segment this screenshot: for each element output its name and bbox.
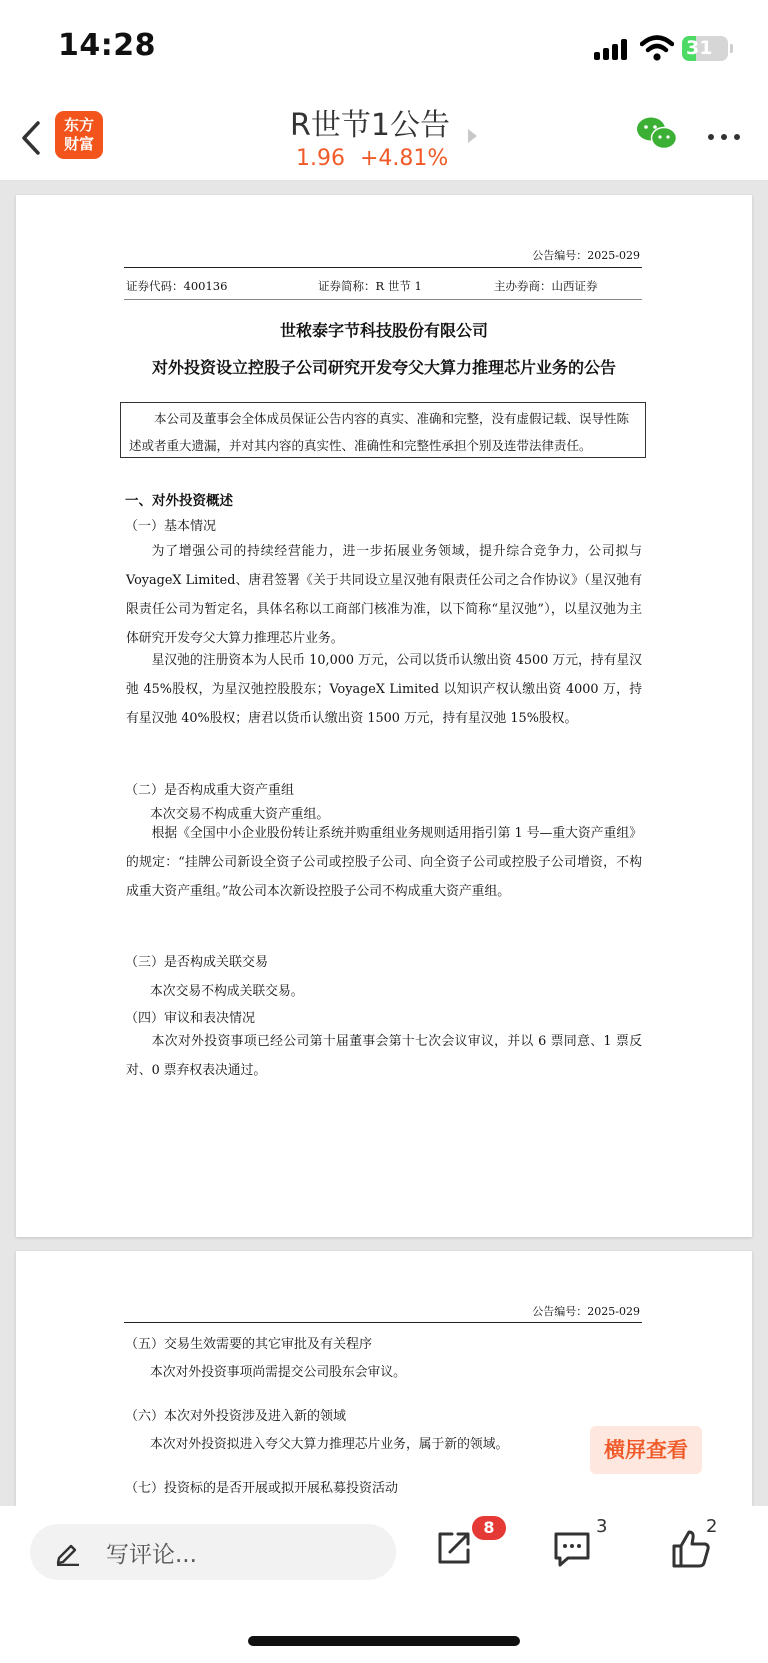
page-title: R世节1公告 bbox=[290, 108, 450, 143]
sponsor: 主办券商：山西证券 bbox=[494, 279, 598, 293]
wechat-icon[interactable] bbox=[636, 116, 678, 152]
securities-abbr: 证券简称：R 世节 1 bbox=[318, 279, 422, 293]
logo-line2: 财富 bbox=[63, 135, 94, 153]
share-badge: 8 bbox=[472, 1516, 506, 1540]
more-icon[interactable] bbox=[708, 134, 744, 142]
disclaimer-box: 本公司及董事会全体成员保证公告内容的真实、准确和完整，没有虚假记载、误导性陈述或者重大遗漏，并对其内容的真实性、准确性和完整性承担个别及连带法律责任。 bbox=[120, 402, 646, 458]
status-bar bbox=[0, 0, 768, 96]
section-heading-1: 一、对外投资概述 bbox=[125, 493, 233, 509]
status-time: 14:28 bbox=[58, 28, 156, 63]
comment-icon[interactable] bbox=[552, 1530, 592, 1568]
logo-line1: 东方 bbox=[63, 116, 94, 134]
subsection-private-equity: （七）投资标的是否开展或拟开展私募投资活动 bbox=[125, 1481, 399, 1496]
header-rule-page2 bbox=[124, 1322, 642, 1323]
paragraph-rules: 根据《全国中小企业股份转让系统并购重组业务规则适用指引第 1 号—重大资产重组》的规定：“挂牌公司新设全资子公司或控股子公司、向全资子公司或控股子公司增资，不构成重大资产重组。”故公司本次新设控股子公司不构成重大资产重组。 bbox=[126, 826, 642, 899]
header-rule bbox=[124, 267, 642, 268]
securities-code: 证券代码：400136 bbox=[126, 279, 228, 293]
announcement-title: 对外投资设立控股子公司研究开发夸父大算力推理芯片业务的公告 bbox=[151, 358, 616, 377]
nav-bar bbox=[0, 96, 768, 181]
stock-change: +4.81% bbox=[360, 146, 449, 171]
line-approval: 本次对外投资事项尚需提交公司股东会审议。 bbox=[150, 1365, 406, 1380]
battery-tip bbox=[730, 44, 733, 53]
signal-icon bbox=[594, 38, 630, 60]
app-logo[interactable] bbox=[55, 111, 103, 159]
pencil-icon bbox=[54, 1538, 82, 1566]
comment-count: 3 bbox=[596, 1516, 608, 1537]
line-not-related: 本次交易不构成关联交易。 bbox=[150, 984, 304, 999]
paragraph-basic-info: 为了增强公司的持续经营能力，进一步拓展业务领域，提升综合竞争力，公司拟与 VoyageX Limited、唐君签署《关于共同设立星汉弛有限责任公司之合作协议》（星汉弛有限责任公司为暂定名，具体名称以工商部门核准为准，以下简称“星汉弛”），以星汉弛为主体研究开发夸父大算力推理芯片业务。 bbox=[126, 544, 642, 646]
battery-level: 31 bbox=[686, 37, 713, 59]
announcement-number-page2: 公告编号：2025-029 bbox=[532, 1305, 640, 1318]
subsection-asset-restructuring: （二）是否构成重大资产重组 bbox=[125, 783, 295, 798]
subsection-approval: （五）交易生效需要的其它审批及有关程序 bbox=[125, 1337, 373, 1352]
document-viewer[interactable] bbox=[0, 181, 768, 1506]
play-icon[interactable] bbox=[468, 129, 477, 143]
line-new-field: 本次对外投资拟进入夸父大算力推理芯片业务，属于新的领域。 bbox=[150, 1437, 509, 1452]
battery-icon bbox=[682, 36, 728, 61]
subsection-basic-info: （一）基本情况 bbox=[125, 519, 217, 534]
line-not-restructuring: 本次交易不构成重大资产重组。 bbox=[150, 807, 330, 822]
info-rule bbox=[124, 299, 642, 300]
comment-placeholder: 写评论... bbox=[106, 1542, 197, 1568]
document-page-1 bbox=[16, 195, 752, 1237]
share-icon[interactable] bbox=[434, 1528, 474, 1568]
subsection-review: （四）审议和表决情况 bbox=[125, 1011, 256, 1026]
announcement-number: 公告编号：2025-029 bbox=[532, 249, 640, 262]
subsection-related-transaction: （三）是否构成关联交易 bbox=[125, 955, 269, 970]
landscape-view-button[interactable]: 横屏查看 bbox=[590, 1426, 702, 1474]
like-count: 2 bbox=[706, 1516, 718, 1537]
home-indicator[interactable] bbox=[248, 1636, 520, 1646]
bottom-bar bbox=[0, 1506, 768, 1663]
stock-price: 1.96 bbox=[296, 146, 345, 171]
back-icon[interactable] bbox=[16, 118, 46, 158]
paragraph-vote: 本次对外投资事项已经公司第十届董事会第十七次会议审议，并以 6 票同意、1 票反对、0 票弃权表决通过。 bbox=[126, 1034, 642, 1078]
company-name: 世秾泰字节科技股份有限公司 bbox=[279, 321, 488, 340]
wifi-icon bbox=[640, 34, 674, 62]
subsection-new-field: （六）本次对外投资涉及进入新的领域 bbox=[125, 1409, 347, 1424]
paragraph-capital: 星汉弛的注册资本为人民币 10,000 万元，公司以货币认缴出资 4500 万元，持有星汉弛 45%股权，为星汉弛控股股东；VoyageX Limited 以知识产权认缴出资 4000 万，持有星汉弛 40%股权；唐君以货币认缴出资 1500 万元，持有星汉弛 15%股权。 bbox=[126, 653, 642, 726]
comment-input[interactable] bbox=[30, 1524, 396, 1580]
